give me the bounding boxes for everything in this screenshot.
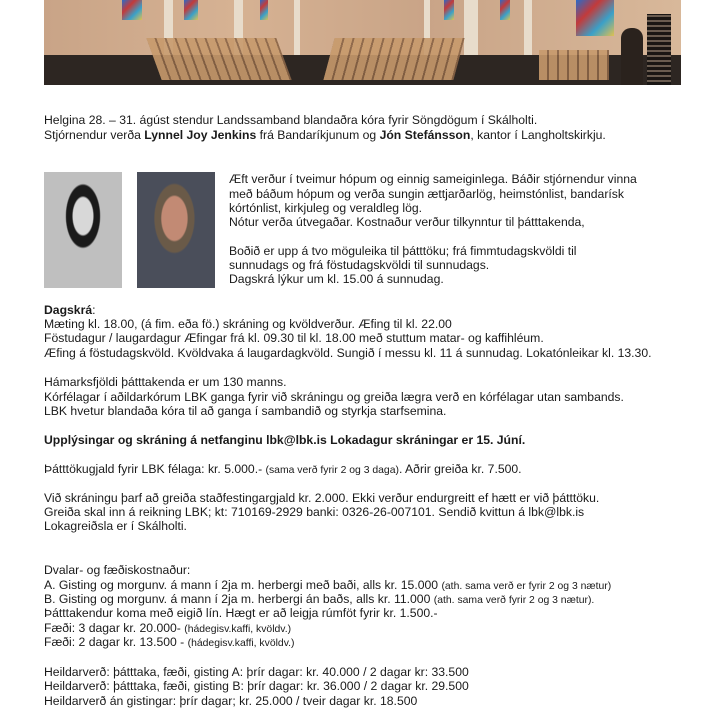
photo-jon-stefansson xyxy=(137,172,215,288)
fee-rest: . Aðrir greiða kr. 7.500. xyxy=(398,462,522,476)
participants-line: Kórfélagar í aðildarkórum LBK ganga fyrir við skráningu og greiða lægra verð en kórfélagar utan sambands. xyxy=(44,390,624,404)
fee-line xyxy=(44,462,522,478)
registration-info: Upplýsingar og skráning á netfanginu lbk@lbk.is Lokadagur skráningar er 15. Júní. xyxy=(44,433,526,447)
food-2-main: Fæði: 2 dagar kr. 13.500 - xyxy=(44,635,188,649)
description-line: Nótur verða útvegaðar. Kostnaður verður tilkynntur til þátttakenda, xyxy=(229,215,585,229)
cost-a-main: A. Gisting og morgunv. á mann í 2ja m. herbergi með baði, alls kr. 15.000 xyxy=(44,578,442,592)
cost-a-note: (ath. sama verð er fyrir 2 og 3 nætur) xyxy=(441,581,612,592)
church-panorama-image xyxy=(44,0,681,85)
person-figure xyxy=(621,28,643,85)
colon: : xyxy=(92,303,96,317)
payment-line: Lokagreiðsla er í Skálholti. xyxy=(44,519,187,533)
intro-text: frá Bandaríkjunum og xyxy=(256,128,380,142)
food-3-note: (hádegisv.kaffi, kvöldv.) xyxy=(184,624,292,635)
schedule-line: Föstudagur / laugardagur Æfingar frá kl. 09.30 til kl. 18.00 með stuttum matar- og kaffihléum. xyxy=(44,331,544,345)
food-2-days xyxy=(44,635,294,651)
intro-line-2 xyxy=(44,128,606,142)
participants-line: Hámarksfjöldi þátttakenda er um 130 manns. xyxy=(44,375,287,389)
intro-text: , kantor í Langholtskirkju. xyxy=(470,128,606,142)
options-line: Dagskrá lýkur um kl. 15.00 á sunnudag. xyxy=(229,272,444,286)
schedule-line: Æfing á föstudagskvöld. Kvöldvaka á laugardagkvöld. Sungið í messu kl. 11 á sunnudag. Lokatónleikar kl. 13.30. xyxy=(44,346,652,360)
schedule-heading xyxy=(44,303,96,317)
options-line: sunnudags og frá föstudagskvöldi til sunnudags. xyxy=(229,258,490,272)
schedule-heading-text: Dagskrá xyxy=(44,303,93,317)
costs-heading: Dvalar- og fæðiskostnaður: xyxy=(44,563,191,577)
intro-line-1: Helgina 28. – 31. ágúst stendur Landssamband blandaðra kóra fyrir Söngdögum í Skálholti. xyxy=(44,113,538,127)
options-line: Boðið er upp á tvo möguleika til þátttöku; frá fimmtudagskvöldi til xyxy=(229,244,577,258)
total-line: Heildarverð: þátttaka, fæði, gisting A: þrír dagar: kr. 40.000 / 2 dagar kr: 33.500 xyxy=(44,665,469,679)
fee-main: Þátttökugjald fyrir LBK félaga: kr. 5.000.- xyxy=(44,462,266,476)
food-2-note: (hádegisv.kaffi, kvöldv.) xyxy=(187,638,295,649)
description-line: kórtónlist, kirkjuleg og veraldleg lög. xyxy=(229,201,423,215)
total-line: Heildarverð: þátttaka, fæði, gisting B: þrír dagar: kr. 36.000 / 2 dagar kr. 29.500 xyxy=(44,679,469,693)
photo-lynnel-joy-jenkins xyxy=(44,172,122,288)
cost-b-main: B. Gisting og morgunv. á mann í 2ja m. herbergi án baðs, alls kr. 11.000 xyxy=(44,592,434,606)
cost-b-note: (ath. sama verð fyrir 2 og 3 nætur). xyxy=(433,595,595,606)
description-line: með báðum hópum og verða sungin ættjarðarlög, heimstónlist, bandarísk xyxy=(229,187,624,201)
schedule-line: Mæting kl. 18.00, (á fim. eða fö.) skráning og kvöldverður. Æfing til kl. 22.00 xyxy=(44,317,452,331)
participants-line: LBK hvetur blandaða kóra til að ganga í sambandið og styrkja starfsemina. xyxy=(44,404,447,418)
description-line: Æft verður í tveimur hópum og einnig sameiginlega. Báðir stjórnendur vinna xyxy=(229,172,637,186)
linen-line: Þátttakendur koma með eigið lín. Hægt er að leigja rúmföt fyrir kr. 1.500.- xyxy=(44,606,438,620)
food-3-main: Fæði: 3 dagar kr. 20.000- xyxy=(44,621,185,635)
candle-rack xyxy=(647,14,671,85)
conductor-name-2: Jón Stefánsson xyxy=(379,128,471,142)
conductor-name-1: Lynnel Joy Jenkins xyxy=(144,128,257,142)
intro-text: Stjórnendur verða xyxy=(44,128,145,142)
payment-line: Við skráningu þarf að greiða staðfestingargjald kr. 2.000. Ekki verður endurgreitt ef hætt er við þátttöku. xyxy=(44,491,600,505)
total-line: Heildarverð án gistingar: þrír dagar; kr. 25.000 / tveir dagar kr. 18.500 xyxy=(44,694,418,708)
payment-line: Greiða skal inn á reikning LBK; kt: 710169-2929 banki: 0326-26-007101. Sendið kvittun á lbk@lbk.is xyxy=(44,505,585,519)
fee-note: (sama verð fyrir 2 og 3 daga) xyxy=(265,465,399,476)
